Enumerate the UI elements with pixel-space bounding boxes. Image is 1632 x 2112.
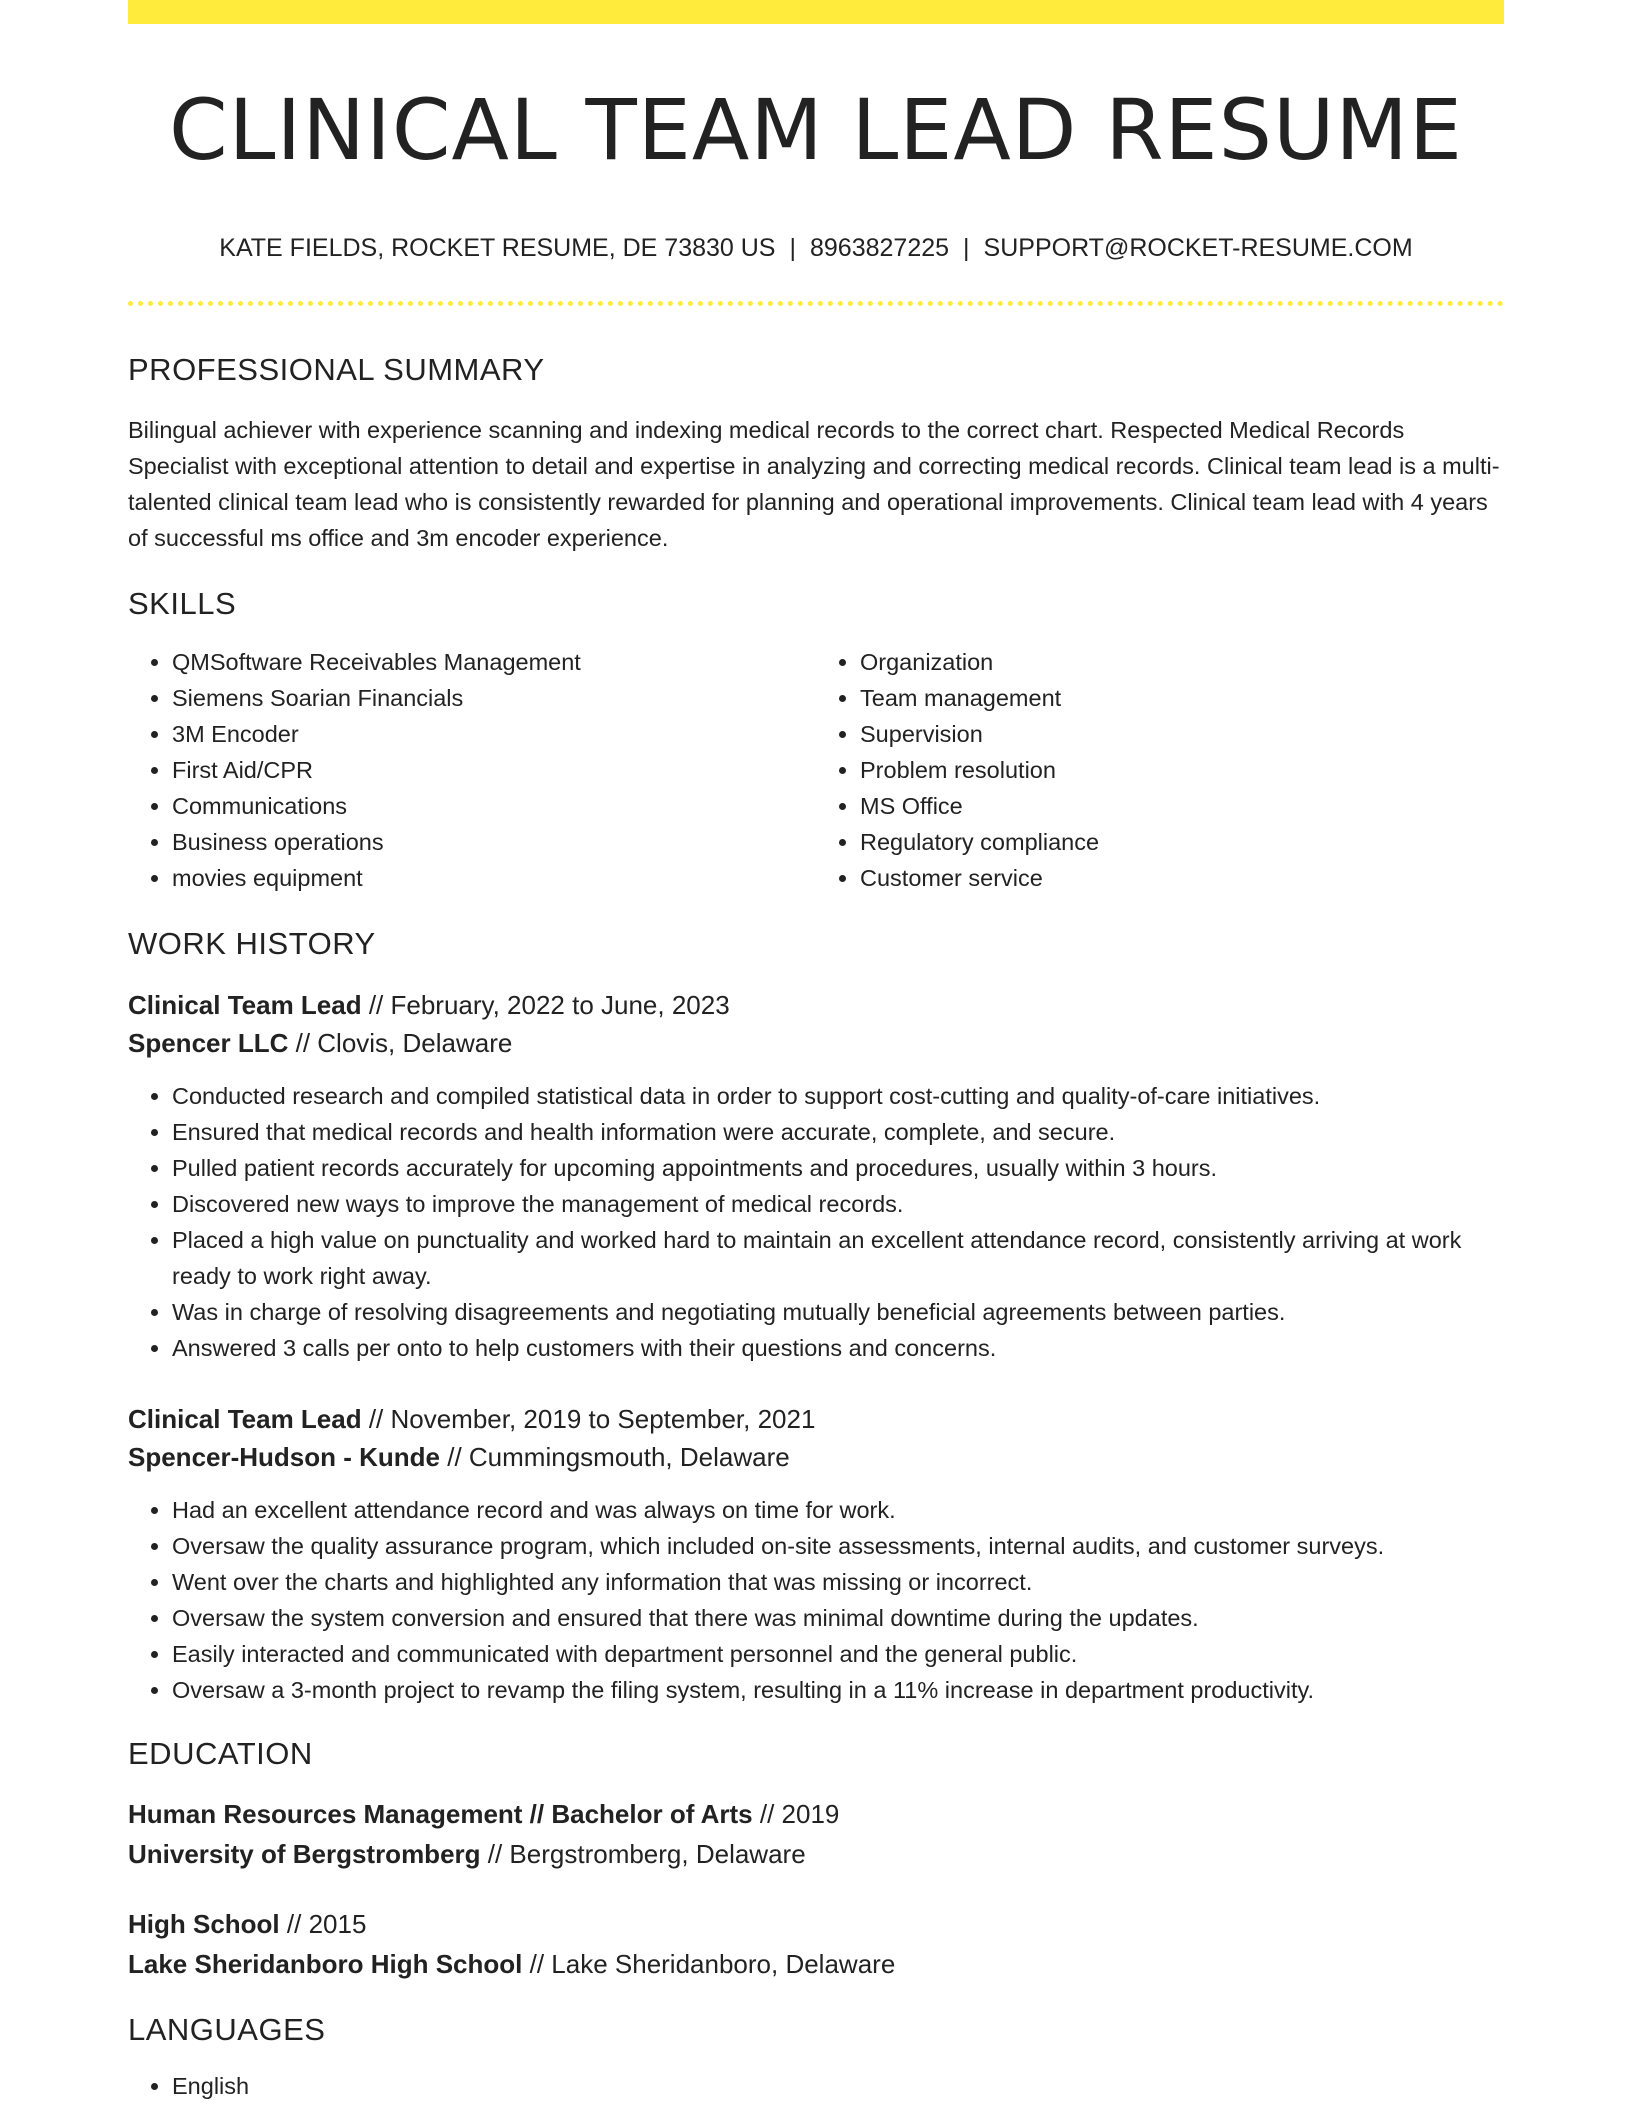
skill-item: • QMSoftware Receivables Management	[172, 644, 816, 680]
education-degree-line	[128, 1794, 1504, 1834]
education-school-line	[128, 1944, 1504, 1984]
job-bullet: • Placed a high value on punctuality and worked hard to maintain an excellent attendance record, consistently arriving at work ready to work right away.	[172, 1222, 1504, 1294]
education-degree-line	[128, 1904, 1504, 1944]
job-bullets	[128, 1078, 1504, 1366]
contact-separator: |	[789, 234, 796, 262]
skill-item: • First Aid/CPR	[172, 752, 816, 788]
job-title-line	[128, 1400, 1504, 1438]
job-bullet: • Was in charge of resolving disagreements and negotiating mutually beneficial agreements between parties.	[172, 1294, 1504, 1330]
job-bullet: • Oversaw a 3-month project to revamp the filing system, resulting in a 11% increase in department productivity.	[172, 1672, 1504, 1708]
summary-heading: PROFESSIONAL SUMMARY	[128, 352, 545, 387]
languages-list	[128, 2068, 1504, 2104]
job-location: // Cummingsmouth, Delaware	[440, 1442, 790, 1472]
education-year: // 2015	[279, 1909, 367, 1939]
skill-item: • Business operations	[172, 824, 816, 860]
language-item: • English	[172, 2068, 1504, 2104]
job-bullet: • Oversaw the system conversion and ensured that there was minimal downtime during the updates.	[172, 1600, 1504, 1636]
education-degree: High School	[128, 1909, 280, 1939]
job-bullet: • Oversaw the quality assurance program, which included on-site assessments, internal audits, and customer surveys.	[172, 1528, 1504, 1564]
job-company: Spencer-Hudson - Kunde	[128, 1442, 441, 1472]
skill-item: • Team management	[860, 680, 1504, 716]
education-degree: Human Resources Management // Bachelor of Arts	[128, 1799, 753, 1829]
education-location: // Lake Sheridanboro, Delaware	[522, 1949, 896, 1979]
job-bullet: • Had an excellent attendance record and was always on time for work.	[172, 1492, 1504, 1528]
contact-phone: 8963827225	[810, 234, 950, 262]
skill-item: • Problem resolution	[860, 752, 1504, 788]
education-entry	[128, 1794, 1504, 1874]
skill-item: • Siemens Soarian Financials	[172, 680, 816, 716]
job-dates: // November, 2019 to September, 2021	[361, 1404, 816, 1434]
skill-item: • Communications	[172, 788, 816, 824]
skill-item: • 3M Encoder	[172, 716, 816, 752]
education-entry	[128, 1904, 1504, 1984]
education-school: Lake Sheridanboro High School	[128, 1949, 523, 1979]
education-school-line	[128, 1834, 1504, 1874]
contact-line	[128, 234, 1504, 263]
job-entry	[128, 1400, 1504, 1708]
summary-text: Bilingual achiever with experience scanning and indexing medical records to the correct chart. Respected Medical Records Specialist with exceptional attention to detail and expertise in analyzing and correcting medical records. Clinical team lead is a multi-talented clinical team lead who is consistently rewarded for planning and operational improvements. Clinical team lead with 4 years of successful ms office and 3m encoder experience.	[128, 417, 1500, 551]
job-bullet: • Ensured that medical records and health information were accurate, complete, and secure.	[172, 1114, 1504, 1150]
job-bullet: • Conducted research and compiled statistical data in order to support cost-cutting and quality-of-care initiatives.	[172, 1078, 1504, 1114]
job-bullet: • Answered 3 calls per onto to help customers with their questions and concerns.	[172, 1330, 1504, 1366]
languages-heading: LANGUAGES	[128, 2012, 326, 2047]
skill-item: • MS Office	[860, 788, 1504, 824]
contact-separator: |	[963, 234, 970, 262]
education-school: University of Bergstromberg	[128, 1839, 481, 1869]
job-dates: // February, 2022 to June, 2023	[361, 990, 730, 1020]
skill-item: • Customer service	[860, 860, 1504, 896]
skills-list-left	[128, 644, 816, 896]
skills-heading: SKILLS	[128, 586, 237, 621]
skill-item: • movies equipment	[172, 860, 816, 896]
skill-item: • Supervision	[860, 716, 1504, 752]
skills-list-right	[816, 644, 1504, 896]
skill-item: • Organization	[860, 644, 1504, 680]
job-bullets	[128, 1492, 1504, 1708]
job-title: Clinical Team Lead	[128, 990, 362, 1020]
resume-page	[128, 0, 1504, 2104]
education-year: // 2019	[752, 1799, 840, 1829]
dotted-divider	[128, 301, 1504, 306]
job-bullet: • Went over the charts and highlighted any information that was missing or incorrect.	[172, 1564, 1504, 1600]
job-bullet: • Pulled patient records accurately for upcoming appointments and procedures, usually within 3 hours.	[172, 1150, 1504, 1186]
job-entry	[128, 986, 1504, 1366]
skills-columns	[128, 644, 1504, 896]
contact-email[interactable]: SUPPORT@ROCKET-RESUME.COM	[983, 234, 1413, 262]
job-company-line	[128, 1024, 1504, 1062]
job-title: Clinical Team Lead	[128, 1404, 362, 1434]
resume-title: CLINICAL TEAM LEAD RESUME	[169, 81, 1463, 179]
job-company-line	[128, 1438, 1504, 1476]
job-bullet: • Easily interacted and communicated with department personnel and the general public.	[172, 1636, 1504, 1672]
skill-item: • Regulatory compliance	[860, 824, 1504, 860]
top-accent-bar	[128, 0, 1504, 24]
education-location: // Bergstromberg, Delaware	[480, 1839, 806, 1869]
job-bullet: • Discovered new ways to improve the management of medical records.	[172, 1186, 1504, 1222]
job-title-line	[128, 986, 1504, 1024]
education-heading: EDUCATION	[128, 1736, 313, 1771]
contact-address: KATE FIELDS, ROCKET RESUME, DE 73830 US	[219, 234, 776, 262]
job-location: // Clovis, Delaware	[288, 1028, 513, 1058]
job-company: Spencer LLC	[128, 1028, 289, 1058]
work-history-heading: WORK HISTORY	[128, 926, 376, 961]
